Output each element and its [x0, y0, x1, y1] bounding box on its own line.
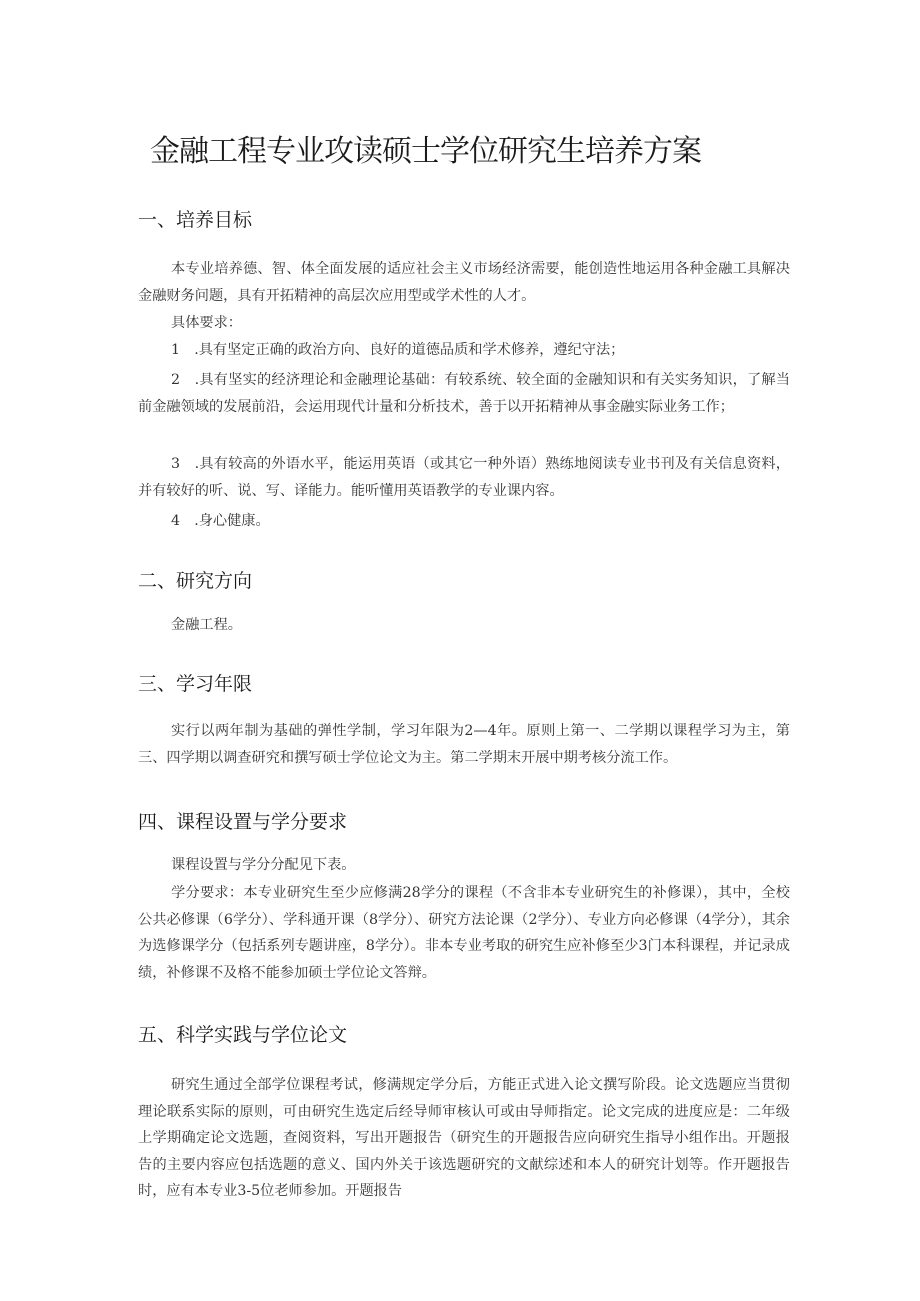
section-heading-study-duration: 三、学习年限	[138, 673, 253, 695]
list-item: 4 .身心健康。	[171, 513, 270, 529]
section-heading-courses-credits: 四、课程设置与学分要求	[138, 811, 348, 833]
list-item: 2 .具有坚实的经济理论和金融理论基础：有较系统、较全面的金融知识和有关实务知识，了解当前金融领域的发展前沿，会运用现代计量和分析技术，善于以开拓精神从事金融实际业务工作；	[138, 372, 790, 415]
section-heading-practice-thesis: 五、科学实践与学位论文	[138, 1024, 348, 1046]
section-heading-research-direction: 二、研究方向	[138, 570, 253, 592]
paragraph: 课程设置与学分分配见下表。	[171, 857, 356, 873]
paragraph: 实行以两年制为基础的弹性学制，学习年限为2—4年。原则上第一、二学期以课程学习为主，第三、四学期以调查研究和撰写硕士学位论文为主。第二学期末开展中期考核分流工作。	[138, 723, 790, 766]
paragraph: 本专业培养德、智、体全面发展的适应社会主义市场经济需要，能创造性地运用各种金融工具解决金融财务问题，具有开拓精神的高层次应用型或学术性的人才。	[138, 261, 790, 304]
paragraph: 具体要求：	[171, 315, 242, 331]
paragraph: 金融工程。	[171, 617, 242, 633]
list-item: 1 .具有坚定正确的政治方向、良好的道德品质和学术修养，遵纪守法；	[171, 342, 625, 358]
paragraph: 学分要求：本专业研究生至少应修满28学分的课程（不含非本专业研究生的补修课），其中，全校公共必修课（6学分）、学科通开课（8学分）、研究方法论课（2学分）、专业方向必修课（4学分），其余为选修课学分（包括系列专题讲座，8学分）。非本专业考取的研究生应补修至少3门本科课程，并记录成绩，补修课不及格不能参加硕士学位论文答辩。	[138, 885, 790, 981]
list-item: 3 .具有较高的外语水平，能运用英语（或其它一种外语）熟练地阅读专业书刊及有关信息资料，并有较好的听、说、写、译能力。能听懂用英语教学的专业课内容。	[138, 456, 790, 499]
section-heading-training-goals: 一、培养目标	[138, 209, 253, 231]
page-title: 金融工程专业攻读硕士学位研究生培养方案	[150, 134, 701, 169]
paragraph: 研究生通过全部学位课程考试，修满规定学分后，方能正式进入论文撰写阶段。论文选题应当贯彻理论联系实际的原则，可由研究生选定后经导师审核认可或由导师指定。论文完成的进度应是：二年级上学期确定论文选题，查阅资料，写出开题报告（研究生的开题报告应向研究生指导小组作出。开题报告的主要内容应包括选题的意义、国内外关于该选题研究的文献综述和本人的研究计划等。作开题报告时，应有本专业3-5位老师参加。开题报告	[138, 1077, 790, 1199]
